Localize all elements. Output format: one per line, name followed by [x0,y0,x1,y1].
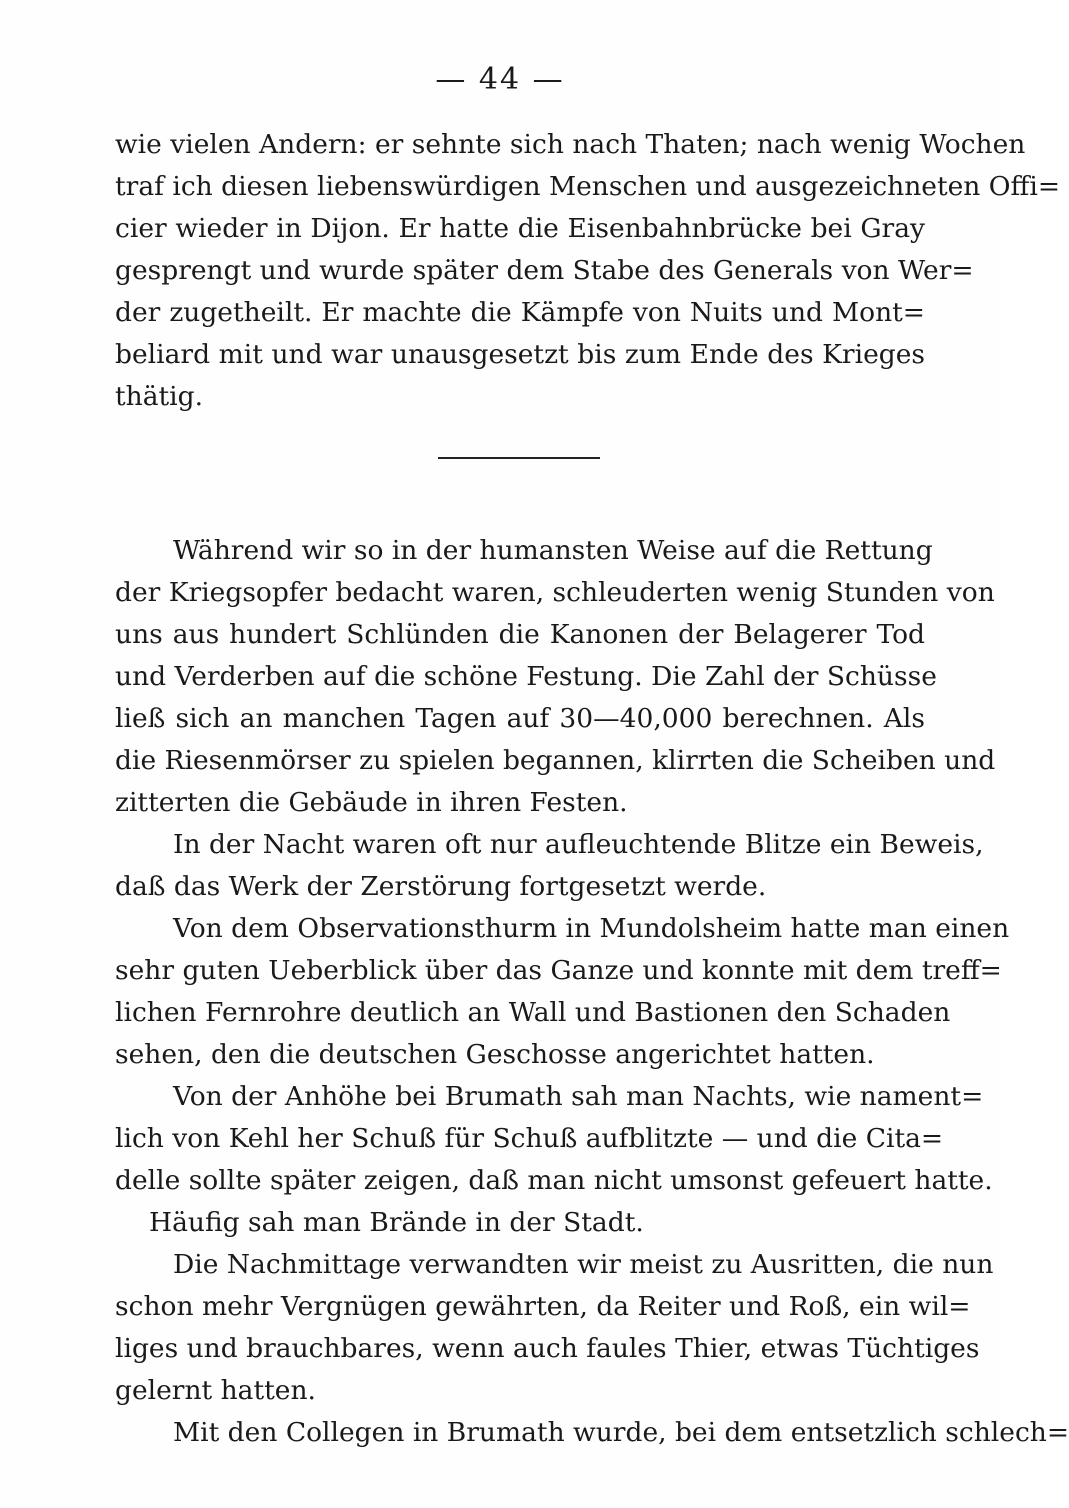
text-line: der zugetheilt. Er machte die Kämpfe von Nuits und Mont= [115,297,925,328]
text-line: die Riesenmörser zu spielen begannen, klirrten die Scheiben und [115,745,996,776]
text-line: In der Nacht waren oft nur aufleuchtende Blitze ein Beweis, [173,829,984,860]
text-line: ließ sich an manchen Tagen auf 30—40,000 berechnen. Als [115,703,925,734]
text-line: beliard mit und war unausgesetzt bis zum Ende des Krieges [115,339,925,370]
text-line: wie vielen Andern: er sehnte sich nach Thaten; nach wenig Wochen [115,129,1026,160]
text-line: Häufig sah man Brände in der Stadt. [149,1207,644,1238]
text-line: Von der Anhöhe bei Brumath sah man Nachts, wie nament= [173,1081,984,1112]
text-line: und Verderben auf die schöne Festung. Die Zahl der Schüsse [115,661,937,692]
text-line: thätig. [115,381,204,412]
text-line: Von dem Observationsthurm in Mundolsheim hatte man einen [173,913,1010,944]
text-line: traf ich diesen liebenswürdigen Menschen und ausgezeichneten Offi= [115,171,1061,202]
text-line: daß das Werk der Zerstörung fortgesetzt werde. [115,871,767,902]
text-line: liges und brauchbares, wenn auch faules Thier, etwas Tüchtiges [115,1333,980,1364]
text-line: der Kriegsopfer bedacht waren, schleuderten wenig Stunden von [115,577,995,608]
section-divider [438,457,600,459]
text-line: zitterten die Gebäude in ihren Festen. [115,787,628,818]
text-line: lichen Fernrohre deutlich an Wall und Bastionen den Schaden [115,997,951,1028]
paragraph-block-top [115,124,1061,418]
text-line: Während wir so in der humansten Weise auf die Rettung [173,535,933,566]
text-line: delle sollte später zeigen, daß man nicht umsonst gefeuert hatte. [115,1165,993,1196]
text-line: uns aus hundert Schlünden die Kanonen der Belagerer Tod [115,619,925,650]
text-line: sehr guten Ueberblick über das Ganze und konnte mit dem treff= [115,955,1002,986]
text-line: Mit den Collegen in Brumath wurde, bei dem entsetzlich schlech= [173,1417,1069,1448]
paragraph-block-main [115,530,1069,1454]
text-line: cier wieder in Dijon. Er hatte die Eisenbahnbrücke bei Gray [115,213,925,244]
text-line: schon mehr Vergnügen gewährten, da Reiter und Roß, ein wil= [115,1291,971,1322]
text-line: sehen, den die deutschen Geschosse angerichtet hatten. [115,1039,875,1070]
page-number: — 44 — [435,62,565,97]
text-line: gelernt hatten. [115,1375,316,1406]
text-line: gesprengt und wurde später dem Stabe des Generals von Wer= [115,255,974,286]
text-line: lich von Kehl her Schuß für Schuß aufblitzte — und die Cita= [115,1123,944,1154]
text-line: Die Nachmittage verwandten wir meist zu Ausritten, die nun [173,1249,994,1280]
